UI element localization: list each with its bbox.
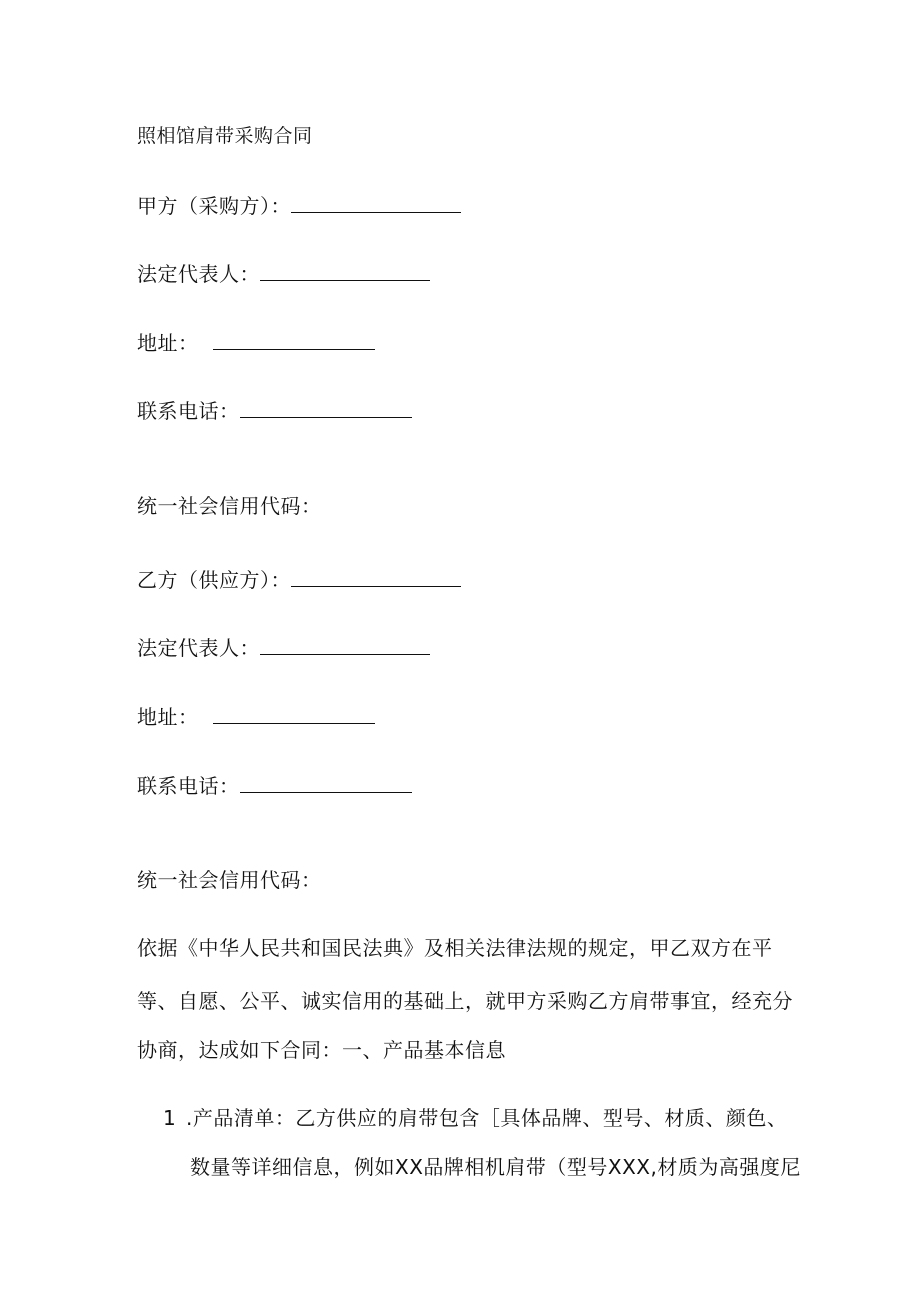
party-b-phone-blank[interactable] bbox=[240, 772, 412, 793]
party-b-address-field bbox=[137, 703, 375, 731]
party-a-phone-field bbox=[137, 397, 412, 425]
party-b-name-blank[interactable] bbox=[291, 566, 461, 587]
party-b-address-label: 地址： bbox=[137, 705, 199, 729]
party-a-phone-label: 联系电话： bbox=[137, 399, 240, 423]
party-a-address-label: 地址： bbox=[137, 331, 199, 355]
item-1-line-1: .产品清单：乙方供应的肩带包含［具体品牌、型号、材质、颜色、 bbox=[186, 1106, 788, 1130]
party-b-credit-code-label: 统一社会信用代码： bbox=[137, 868, 322, 892]
preamble-line-1: 依据《中华人民共和国民法典》及相关法律法规的规定，甲乙双方在平 bbox=[137, 936, 773, 960]
item-1-line-2: 数量等详细信息，例如XX品牌相机肩带（型号XXX,材质为高强度尼 bbox=[190, 1155, 801, 1179]
preamble-line-2: 等、自愿、公平、诚实信用的基础上，就甲方采购乙方肩带事宜，经充分 bbox=[137, 989, 793, 1013]
preamble-line-3: 协商，达成如下合同：一、产品基本信息 bbox=[137, 1038, 506, 1062]
party-a-rep-blank[interactable] bbox=[260, 260, 430, 281]
party-b-name-label: 乙方（供应方）： bbox=[137, 568, 291, 592]
document-title: 照相馆肩带采购合同 bbox=[137, 125, 313, 147]
party-a-phone-blank[interactable] bbox=[240, 397, 412, 418]
party-a-credit-code-label: 统一社会信用代码： bbox=[137, 494, 322, 518]
party-b-phone-field bbox=[137, 772, 412, 800]
party-a-name-blank[interactable] bbox=[291, 192, 461, 213]
party-b-name-field bbox=[137, 566, 461, 594]
party-a-name-label: 甲方（采购方）： bbox=[137, 194, 291, 218]
party-b-phone-label: 联系电话： bbox=[137, 774, 240, 798]
party-b-rep-blank[interactable] bbox=[260, 634, 430, 655]
party-b-credit-code-field bbox=[137, 866, 322, 894]
party-a-address-blank[interactable] bbox=[213, 329, 375, 350]
party-a-address-field bbox=[137, 329, 375, 357]
party-a-rep-field bbox=[137, 260, 430, 288]
party-a-name-field bbox=[137, 192, 461, 220]
party-b-address-blank[interactable] bbox=[213, 703, 375, 724]
party-a-credit-code-field bbox=[137, 492, 322, 520]
party-a-rep-label: 法定代表人： bbox=[137, 262, 260, 286]
party-b-rep-label: 法定代表人： bbox=[137, 636, 260, 660]
item-1-number: 1 bbox=[163, 1106, 176, 1130]
party-b-rep-field bbox=[137, 634, 430, 662]
